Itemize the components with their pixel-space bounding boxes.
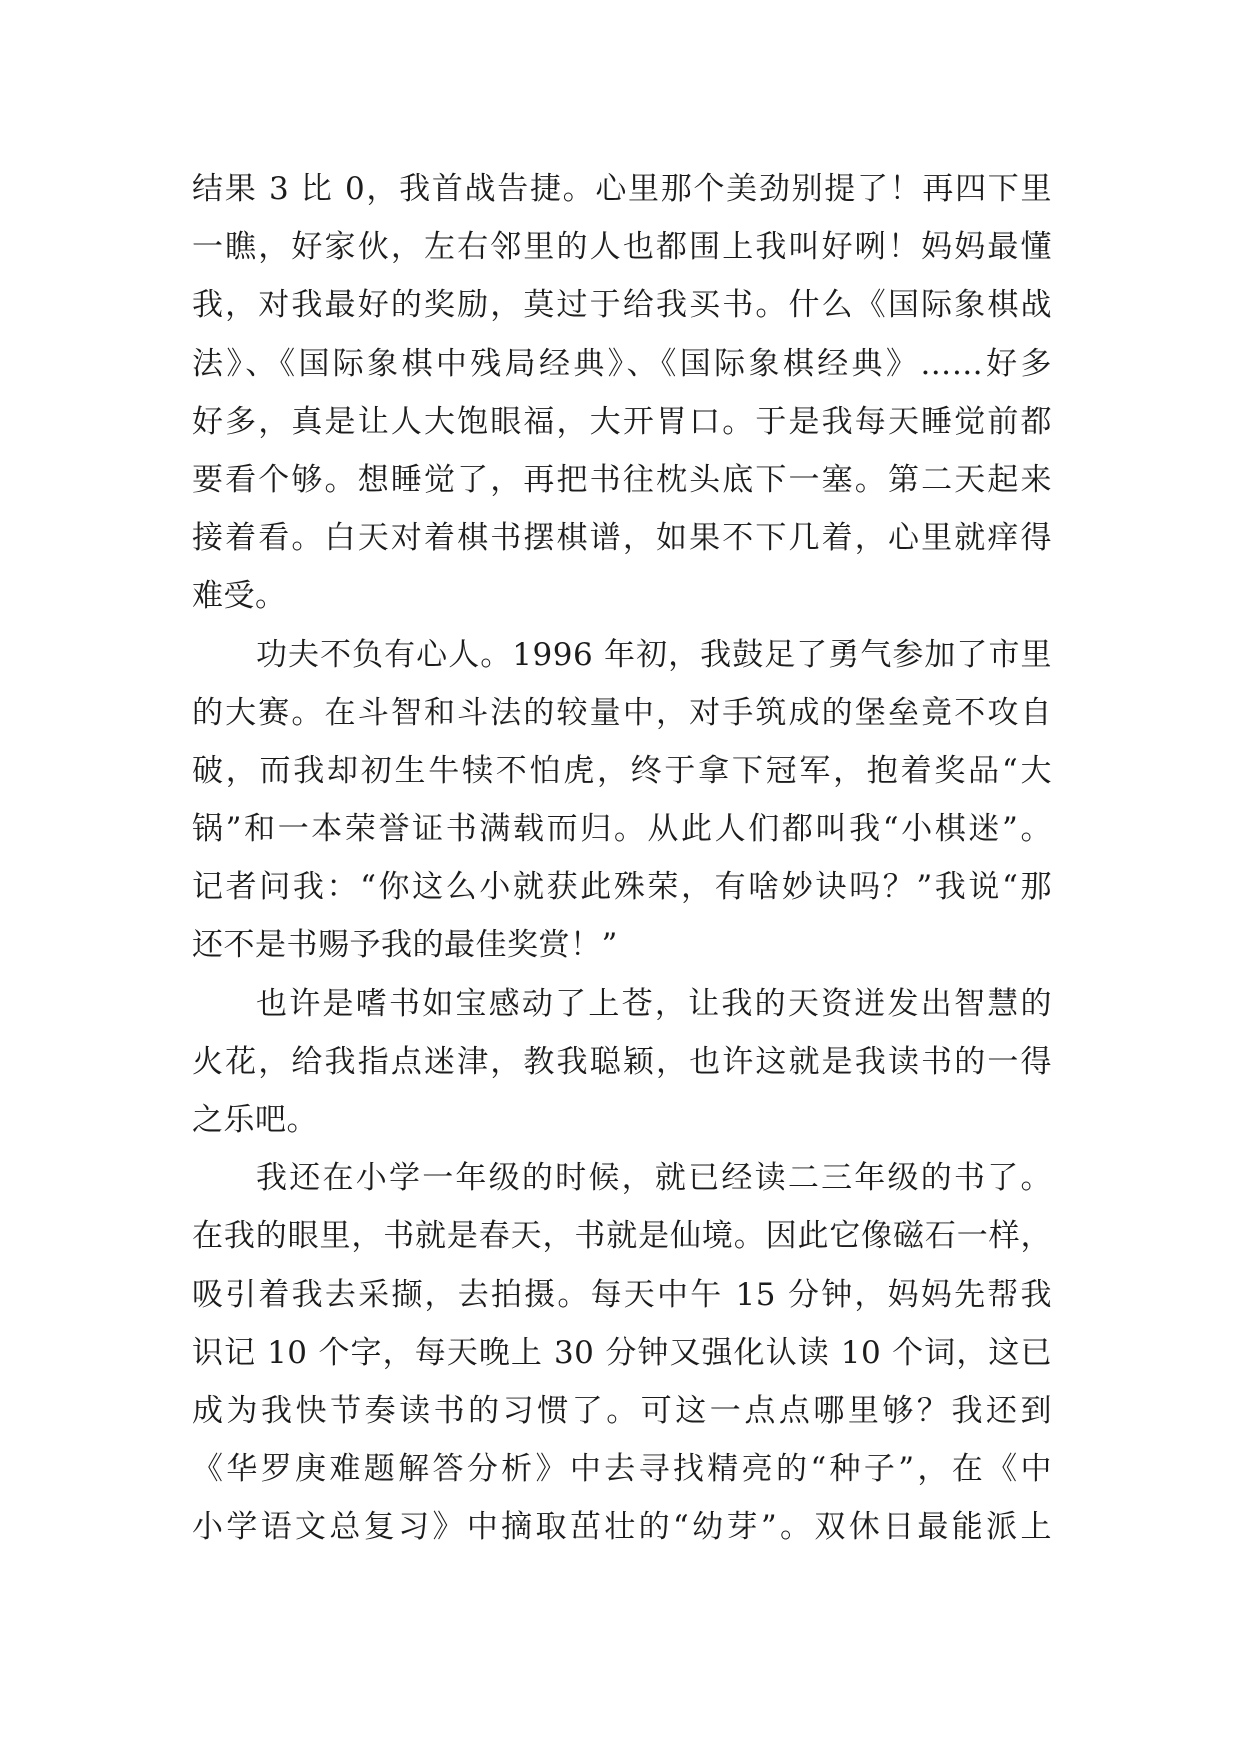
text-line: 吸引着我去采撷，去拍摄。每天中午 15 分钟，妈妈先帮我 bbox=[192, 1276, 1052, 1313]
text-line: 破，而我却初生牛犊不怕虎，终于拿下冠军，抱着奖品“大 bbox=[192, 752, 1052, 789]
text-line: 《华罗庚难题解答分析》中去寻找精亮的“种子”，在《中 bbox=[192, 1451, 1052, 1488]
text-line: 我，对我最好的奖励，莫过于给我买书。什么《国际象棋战 bbox=[192, 287, 1052, 324]
text-line: 还不是书赐予我的最佳奖赏！” bbox=[192, 927, 618, 964]
text-line: 的大赛。在斗智和斗法的较量中，对手筑成的堡垒竟不攻自 bbox=[192, 694, 1052, 731]
text-line: 一瞧，好家伙，左右邻里的人也都围上我叫好咧！妈妈最懂 bbox=[192, 229, 1052, 266]
text-line: 接着看。白天对着棋书摆棋谱，如果不下几着，心里就痒得 bbox=[192, 520, 1052, 557]
text-line: 之乐吧。 bbox=[192, 1102, 318, 1138]
body-text bbox=[192, 160, 1052, 1557]
text-line: 也许是嗜书如宝感动了上苍，让我的天资迸发出智慧的 bbox=[256, 985, 1052, 1022]
text-line: 好多，真是让人大饱眼福，大开胃口。于是我每天睡觉前都 bbox=[192, 403, 1052, 440]
text-line: 功夫不负有心人。1996 年初，我鼓足了勇气参加了市里 bbox=[256, 636, 1052, 673]
text-line: 结果 3 比 0，我首战告捷。心里那个美劲别提了！再四下里 bbox=[192, 171, 1052, 207]
text-line: 要看个够。想睡觉了，再把书往枕头底下一塞。第二天起来 bbox=[192, 461, 1052, 498]
text-line: 识记 10 个字，每天晚上 30 分钟又强化认读 10 个词，这已 bbox=[192, 1334, 1052, 1371]
text-line: 锅”和一本荣誉证书满载而归。从此人们都叫我“小棋迷”。 bbox=[192, 811, 1052, 848]
text-line: 难受。 bbox=[192, 578, 287, 615]
text-line: 我还在小学一年级的时候，就已经读二三年级的书了。 bbox=[256, 1160, 1052, 1197]
text-line: 在我的眼里，书就是春天，书就是仙境。因此它像磁石一样， bbox=[192, 1218, 1052, 1255]
text-line: 小学语文总复习》中摘取茁壮的“幼芽”。双休日最能派上 bbox=[192, 1509, 1052, 1546]
text-line: 成为我快节奏读书的习惯了。可这一点点哪里够？我还到 bbox=[192, 1392, 1052, 1429]
text-line: 法》、《国际象棋中残局经典》、《国际象棋经典》……好多 bbox=[192, 345, 1052, 382]
text-line: 火花，给我指点迷津，教我聪颖，也许这就是我读书的一得 bbox=[192, 1043, 1052, 1080]
text-line: 记者问我：“你这么小就获此殊荣，有啥妙诀吗？”我说“那 bbox=[192, 869, 1052, 906]
